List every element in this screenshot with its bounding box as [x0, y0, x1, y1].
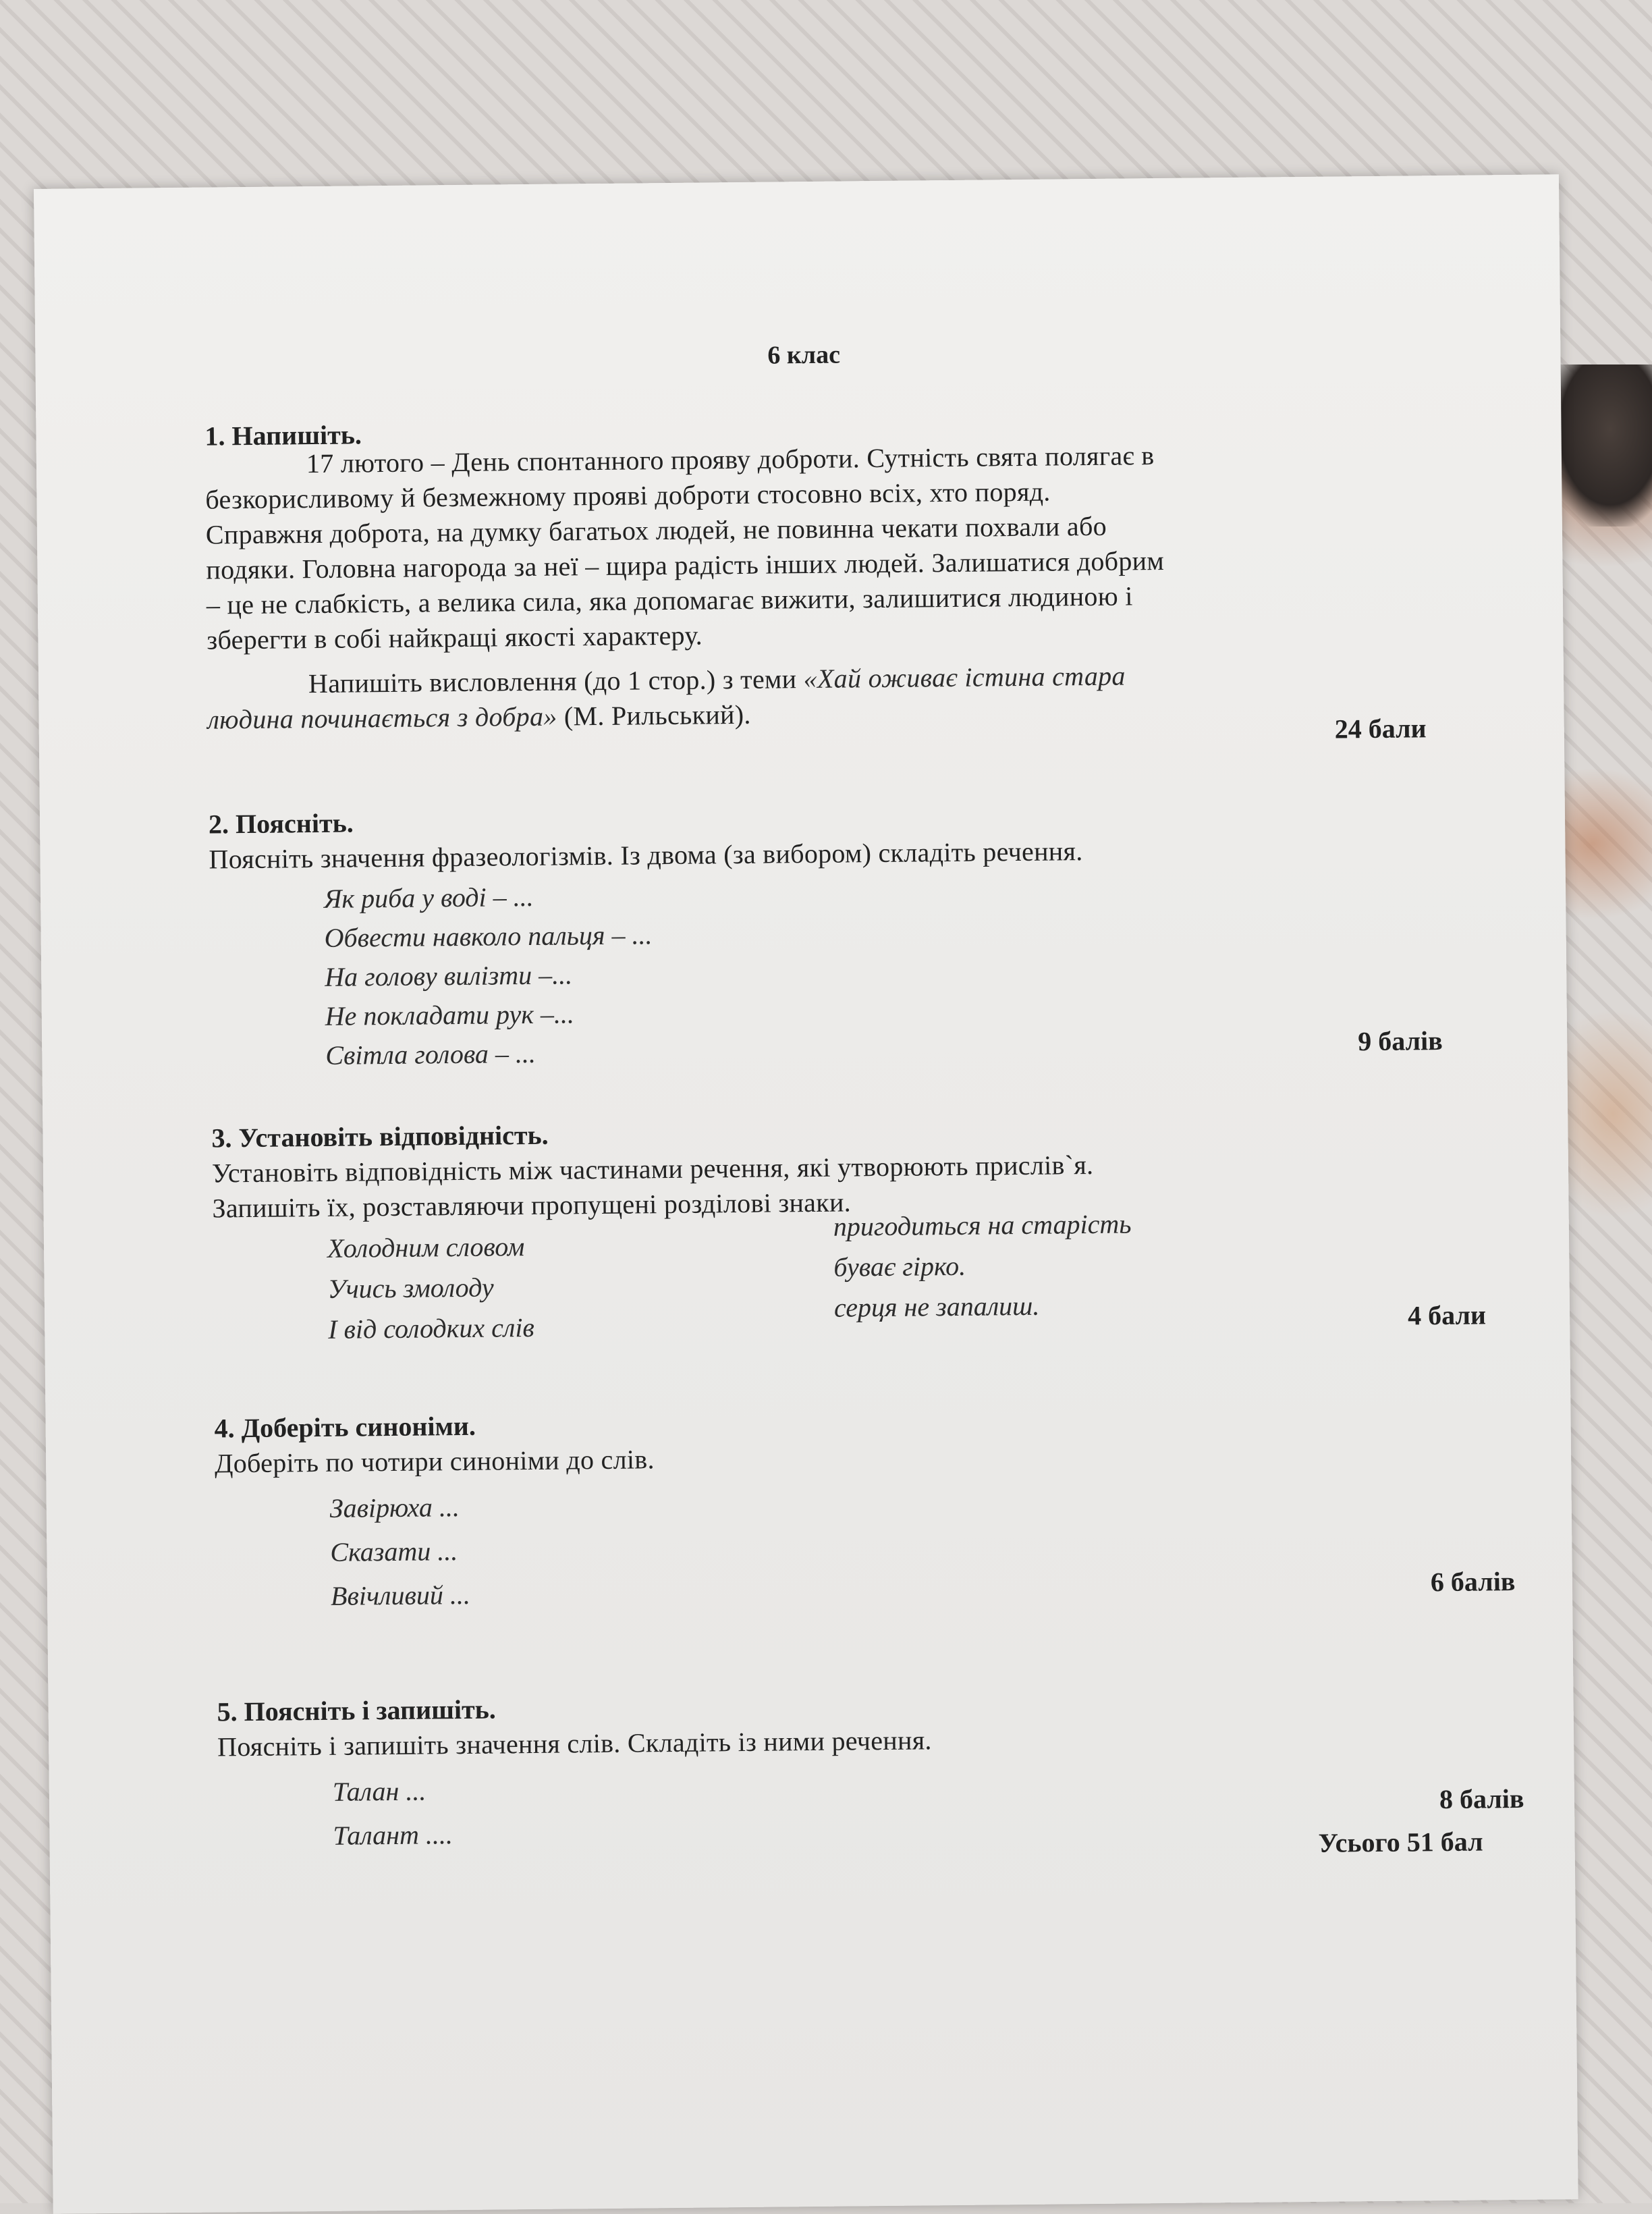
task-4-item: Завірюха ... [329, 1492, 460, 1523]
task-3-left-item: І від солодких слів [328, 1312, 535, 1345]
task-1-heading: 1. Напишіть. [204, 419, 362, 452]
task-2-heading: 2. Поясніть. [208, 807, 354, 840]
task-3-right-item: буває гірко. [833, 1250, 966, 1282]
task-1-prompt-cont [207, 699, 751, 736]
task-5-heading: 5. Поясніть і запишіть. [217, 1694, 497, 1727]
task-2-score: 9 балів [1357, 1025, 1443, 1057]
task-2-item: Світла голова – ... [325, 1037, 536, 1071]
task-4-score: 6 балів [1430, 1566, 1516, 1598]
task-3-right-item: пригодиться на старість [833, 1208, 1132, 1242]
task-1-line: 17 лютого – День спонтанного прояву доброти. Сутність свята полягає в [306, 440, 1155, 479]
task-3-left-item: Холодним словом [327, 1231, 525, 1264]
task-4-heading: 4. Доберіть синоніми. [214, 1410, 476, 1444]
task-3-right-item: серця не запалиш. [833, 1290, 1040, 1323]
task-4-item: Ввічливий ... [330, 1579, 471, 1611]
task-1-paragraph [205, 435, 1452, 658]
task-5-item: Талант .... [333, 1819, 453, 1851]
task-2-item: На голову вилізти –... [325, 959, 573, 992]
task-2-item: Не покладати рук –... [325, 998, 575, 1031]
task-3-left-item: Учись змолоду [327, 1272, 494, 1304]
task-1-quote-part1: «Хай оживає істина стара [803, 660, 1126, 695]
task-1-line: – це не слабкість, а велика сила, яка допомагає вижити, залишитися людиною і [206, 580, 1133, 620]
task-5-instruction: Поясніть і запишіть значення слів. Складіть із ними речення. [217, 1725, 932, 1762]
task-3-score: 4 бали [1407, 1299, 1487, 1331]
task-1-author: (М. Рильський). [557, 699, 751, 732]
task-1-line: подяки. Головна нагорода за неї – щира радість інших людей. Залишатися добрим [206, 545, 1165, 585]
task-5-score: 8 балів [1439, 1783, 1524, 1815]
task-4-instruction: Доберіть по чотири синоніми до слів. [214, 1444, 655, 1479]
page-title: 6 клас [767, 340, 841, 370]
task-1-prompt-text: Напишіть висловлення (до 1 стор.) з теми [308, 664, 797, 699]
task-2-instruction: Поясніть значення фразеологізмів. Із двома (за вибором) складіть речення. [209, 836, 1083, 875]
task-1-line: зберегти в собі найкращі якості характеру. [206, 620, 703, 655]
task-2-item: Як риба у воді – ... [323, 881, 534, 914]
task-3-heading: 3. Установіть відповідність. [211, 1119, 549, 1154]
task-1-line: Справжня доброта, на думку багатьох людей, не повинна чекати похвали або [205, 510, 1107, 550]
task-3-instruction-2: Запишіть їх, розставляючи пропущені розділові знаки. [212, 1187, 852, 1224]
task-1-line: безкорисливому й безмежному прояві доброти стосовно всіх, хто поряд. [205, 476, 1051, 515]
task-3-instruction-1: Установіть відповідність між частинами речення, які утворюють прислів`я. [211, 1149, 1094, 1189]
task-2-item: Обвести навколо пальця – ... [324, 919, 653, 953]
task-5-item: Талан ... [332, 1775, 426, 1807]
task-1-quote-part2: людина починається з добра» [207, 701, 557, 735]
total-score: Усього 51 бал [1318, 1826, 1483, 1858]
task-1-prompt [308, 660, 1126, 700]
task-4-item: Сказати ... [330, 1536, 458, 1567]
worksheet-page [34, 174, 1578, 2214]
task-1-score: 24 бали [1334, 713, 1427, 745]
